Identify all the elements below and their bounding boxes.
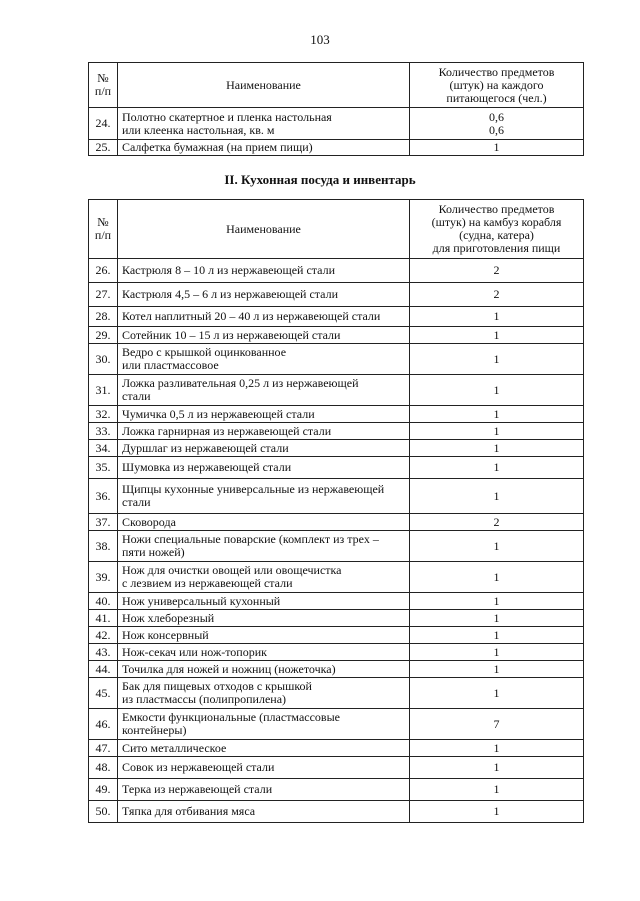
item-quantity: 2 [410,259,584,283]
section-title: II. Кухонная посуда и инвентарь [224,172,416,187]
row-number: 44. [89,661,118,678]
row-number: 27. [89,283,118,307]
row-number: 37. [89,514,118,531]
table-row [89,140,584,156]
item-quantity: 1 [410,757,584,779]
table-row [89,678,584,709]
item-name: Бак для пищевых отходов с крышкой из пластмассы (полипропилена) [118,678,410,709]
item-quantity: 7 [410,709,584,740]
row-number: 48. [89,757,118,779]
item-quantity: 1 [410,740,584,757]
item-quantity: 1 [410,801,584,823]
table-row [89,283,584,307]
table-row [89,307,584,327]
header-qty: Количество предметов (штук) на каждого питающегося (чел.) [410,63,584,108]
table-row [89,259,584,283]
item-name: Сотейник 10 – 15 л из нержавеющей стали [118,327,410,344]
row-number: 25. [89,140,118,156]
item-name: Терка из нержавеющей стали [118,779,410,801]
row-number: 29. [89,327,118,344]
table-row [89,593,584,610]
table-kitchen-items [88,199,584,823]
item-quantity: 1 [410,627,584,644]
item-name: Шумовка из нержавеющей стали [118,457,410,479]
item-name: Салфетка бумажная (на прием пищи) [118,140,410,156]
table-row [89,440,584,457]
table-row [89,740,584,757]
row-number: 49. [89,779,118,801]
row-number: 24. [89,108,118,140]
table-row [89,661,584,678]
item-quantity: 1 [410,406,584,423]
header-name: Наименование [118,200,410,259]
item-quantity: 1 [410,140,584,156]
table-row [89,514,584,531]
item-name: Дуршлаг из нержавеющей стали [118,440,410,457]
row-number: 45. [89,678,118,709]
table-row [89,779,584,801]
row-number: 32. [89,406,118,423]
item-quantity: 1 [410,457,584,479]
header-name: Наименование [118,63,410,108]
row-number: 35. [89,457,118,479]
item-quantity: 2 [410,283,584,307]
item-name: Нож консервный [118,627,410,644]
item-quantity: 1 [410,440,584,457]
row-number: 39. [89,562,118,593]
item-name: Нож хлеборезный [118,610,410,627]
row-number: 28. [89,307,118,327]
header-num: № п/п [89,63,118,108]
table-row [89,644,584,661]
table-row [89,531,584,562]
item-name: Точилка для ножей и ножниц (ножеточка) [118,661,410,678]
item-name: Нож для очистки овощей или овощечистка с лезвием из нержавеющей стали [118,562,410,593]
header-num: № п/п [89,200,118,259]
item-quantity: 1 [410,661,584,678]
table-row [89,627,584,644]
row-number: 42. [89,627,118,644]
table-row [89,423,584,440]
item-name: Ножи специальные поварские (комплект из трех – пяти ножей) [118,531,410,562]
item-name: Чумичка 0,5 л из нержавеющей стали [118,406,410,423]
item-name: Ложка разливательная 0,25 л из нержавеющей стали [118,375,410,406]
row-number: 50. [89,801,118,823]
row-number: 46. [89,709,118,740]
item-name: Ведро с крышкой оцинкованное или пластмассовое [118,344,410,375]
item-quantity: 1 [410,678,584,709]
item-quantity: 1 [410,423,584,440]
table-body [89,108,584,156]
row-number: 30. [89,344,118,375]
row-number: 40. [89,593,118,610]
item-name: Кастрюля 4,5 – 6 л из нержавеющей стали [118,283,410,307]
item-quantity: 1 [410,593,584,610]
table-body [89,259,584,823]
table-row [89,108,584,140]
item-name: Щипцы кухонные универсальные из нержавеющей стали [118,479,410,514]
item-name: Полотно скатертное и пленка настольная или клеенка настольная, кв. м [118,108,410,140]
item-quantity: 0,6 0,6 [410,108,584,140]
item-quantity: 2 [410,514,584,531]
table-row [89,344,584,375]
item-quantity: 1 [410,307,584,327]
item-quantity: 1 [410,479,584,514]
item-name: Тяпка для отбивания мяса [118,801,410,823]
item-name: Котел наплитный 20 – 40 л из нержавеющей стали [118,307,410,327]
item-quantity: 1 [410,344,584,375]
table-row [89,610,584,627]
item-quantity: 1 [410,644,584,661]
row-number: 41. [89,610,118,627]
item-name: Совок из нержавеющей стали [118,757,410,779]
row-number: 34. [89,440,118,457]
item-name: Ложка гарнирная из нержавеющей стали [118,423,410,440]
item-name: Сковорода [118,514,410,531]
item-quantity: 1 [410,327,584,344]
table-row [89,457,584,479]
table-row [89,562,584,593]
item-name: Сито металлическое [118,740,410,757]
item-name: Емкости функциональные (пластмассовые контейнеры) [118,709,410,740]
table-row [89,801,584,823]
row-number: 36. [89,479,118,514]
table-row [89,375,584,406]
table-row [89,479,584,514]
item-quantity: 1 [410,562,584,593]
item-name: Кастрюля 8 – 10 л из нержавеющей стали [118,259,410,283]
row-number: 47. [89,740,118,757]
row-number: 38. [89,531,118,562]
item-name: Нож-секач или нож-топорик [118,644,410,661]
item-quantity: 1 [410,610,584,627]
page-number: 103 [310,32,330,47]
table-row [89,709,584,740]
table-row [89,757,584,779]
table-row [89,406,584,423]
row-number: 26. [89,259,118,283]
row-number: 43. [89,644,118,661]
item-name: Нож универсальный кухонный [118,593,410,610]
row-number: 33. [89,423,118,440]
row-number: 31. [89,375,118,406]
table-dining-items [88,62,584,156]
item-quantity: 1 [410,375,584,406]
header-qty: Количество предметов (штук) на камбуз корабля (судна, катера) для приготовления пищи [410,200,584,259]
table-row [89,327,584,344]
item-quantity: 1 [410,531,584,562]
item-quantity: 1 [410,779,584,801]
